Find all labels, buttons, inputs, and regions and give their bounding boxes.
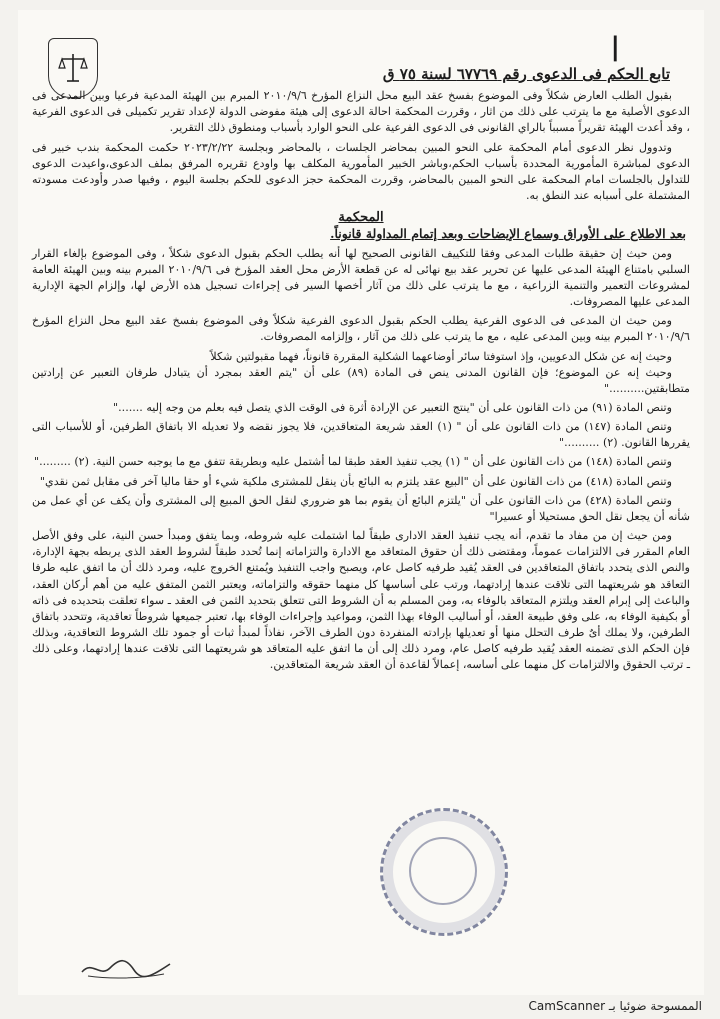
intro-paragraph-1: بقبول الطلب العارض شكلاً وفى الموضوع بفسخ عقد البيع محل النزاع المؤرخ ٢٠١٠/٩/٦ المبرم بين الهيئة المدعية فرعيا وبين المدعى فى الدعوى الأصلية مع ما يترتب على ذلك من اثار ، وقررت المحكمة احالة الدعوى إلى هيئة مفوضى الدولة لإعداد تقرير تكميلى فى الدعوى الفرعية ، وقد أعدت الهيئة تقريراً مسبباً بالراي القانونى فى الدعوى الفرعية على النحو الوارد بأسباب ومنطوق ذلك التقرير.: [32, 89, 690, 135]
reason-paragraph-4: وحيث إنه عن الموضوع؛ فإن القانون المدنى ينص فى المادة (٨٩) على أن "يتم العقد بمجرد أن يتبادل طرفان التعبير عن إرادتين متطابقتين..........": [32, 365, 690, 395]
court-heading: المحكمة: [338, 210, 384, 226]
reason-paragraph-3: وحيث إنه عن شكل الدعويين، وإذ استوفتا سائر أوضاعهما الشكلية المقررة قانوناً، فهما مقبولتين شكلاً: [210, 349, 672, 363]
reason-paragraph-5: وتنص المادة (٩١) من ذات القانون على أن "ينتج التعبير عن الإرادة أثرة فى الوقت الذي يتصل فيه بعلم من وجه إليه .......": [113, 400, 672, 414]
judgment-body: [32, 66, 690, 676]
reason-paragraph-2: ومن حيث ان المدعى فى الدعوى الفرعية يطلب الحكم بقبول الدعوى الفرعية شكلاً وفى الموضوع بفسخ عقد البيع محل النزاع المؤرخ ٢٠١٠/٩/٦ المبرم بينه وبين المدعى عليه ، مع ما يترتب على ذلك من آثار ، وإلزامه المصروفات.: [32, 314, 690, 344]
intro-paragraph-2: وتدوول نظر الدعوى أمام المحكمة على النحو المبين بمحاضر الجلسات ، بالمحاضر وبجلسة ٢٠٢٣/٢/٢٢ حكمت المحكمة بندب خبير فى الدعوى لمباشرة المأمورية المحددة بأسباب الحكم،وباشر الخبير المأمورية المكلف بها واودع تقريره المرفق بملف الدعوى،واعيدت الدعوى للتداول بالجلسات امام المحكمة على النحو المبين بالمحاضر، وقررت المحكمة حجز الدعوى للحكم بجلسة اليوم ، وفيها صدر وأودعت مسودته المشتملة على أسبابه عند النطق به.: [32, 140, 690, 203]
case-title: تابع الحكم فى الدعوى رقم ٦٧٧٦٩ لسنة ٧٥ ق: [382, 65, 670, 83]
deliberation-heading: بعد الاطلاع على الأوراق وسماع الإيضاحات وبعد إتمام المداولة قانوناً.: [330, 226, 686, 242]
reason-paragraph-10: ومن حيث إن من مفاد ما تقدم، أنه يجب تنفيذ العقد الادارى طبقاً لما اشتملت عليه شروطه، وبما يتفق ومبدأ حسن النية، على وفق الأصل العام المقرر فى الالتزامات عموماً، ومقتضى ذلك أن حقوق المتعاقد مع الادارة والتزاماته إنما تُحدد طبقاً لشروط العقد الذى يربطه بجهة الإدارة، والنص الذى يتحدد باتفاق المتعاقدين فى العقد يُقيد طرفيه كاصل عام، ويصبح واجب التنفيذ ويُمتنع الخروج عليه، ومرد ذلك أن ما اتفق عليه طرفا التعاقد هو شريعتهما التى تلاقت عندها إرادتهما، ورتب على أساسها كل منهما حقوقه والتزاماته، ويعتبر الثمن المتفق عليه من أهم أركان العقد، والباعث إلى إبرام العقد ويلتزم المتعاقد بالوفاء به، ومن المسلم به أن الشروط التى تتعلق بتحديد الثمن فى العقد ـ سواء تعلقت بتحديده فى ذاته أو بكيفية الوفاء به، على وفق طبيعة العقد، أو أساليب الوفاء بهذا الثمن، ومواعيد وإجراءات الوفاء بها، تعتبر جميعها شروطاً تعاقدية، وتتحدد باتفاق الطرفين، ولا يملك أىٌ طرف التحلل منها أو تعديلها بإرادته المنفردة دون الطرف الآخر، نفاذاً لمبدأ ثبات أو جمود تلك الشروط التعاقدية، وبذلك فإن الحكم الذى تضمنه العقد يُقيد طرفيه كاصل عام، ومرد ذلك إلى أن ما اتفق عليه المتعاقد هو شريعتهما التى تلاقت عندها إرادتهما، وعلى ذلك ـ ترتب الحقوق والالتزامات كل منهما على أساسه، إعمالاً لقاعدة أن العقد شريعة المتعاقدين.: [32, 529, 690, 672]
scanner-footer: الممسوحة ضوئيا بـ CamScanner: [528, 999, 702, 1013]
reason-paragraph-1: ومن حيث إن حقيقة طلبات المدعى وفقا للتكييف القانونى الصحيح لها أنه يطلب الحكم بقبول الدعوى شكلاً ، وفى الموضوع بإلغاء القرار السلبي بامتناع الهيئة المدعى عليها عن تحرير عقد بيع نهائى له عن قطعة الأرض محل العقد المؤرخ فى ٢٠١٠/٩/٦ المبرم بينه وبين الهيئة العامة لمشروعات التعمير والتنمية الزراعية ، مع ما يترتب على ذلك من آثار أخصها السير فى إجراءات تسجيل هذه الأرض لها، وإلزام الجهة الإدارية المدعى عليها المصروفات.: [32, 246, 690, 309]
corner-mark: |: [610, 32, 620, 62]
reason-paragraph-9: وتنص المادة (٤٢٨) من ذات القانون على أن "يلتزم البائع أن يقوم بما هو ضروري لنقل الحق المبيع إلى المشترى وأن يكف عن أي عمل من شأنه أن يجعل نقل الحق مستحيلا أو عسيرا": [32, 493, 690, 523]
reason-paragraph-7: وتنص المادة (١٤٨) من ذات القانون على أن " (١) يجب تنفيذ العقد طبقا لما أشتمل عليه وبطريقة تتفق مع ما يوجبه حسن النية. (٢) .........": [33, 455, 672, 469]
signature-icon: [78, 952, 174, 982]
reason-paragraph-6: وتنص المادة (١٤٧) من ذات القانون على أن " (١) العقد شريعة المتعاقدين، فلا يجوز نقضه ولا تعديله الا باتفاق الطرفين، أو للأسباب التى يقررها القانون. (٢) ..........": [32, 420, 690, 450]
reason-paragraph-8: وتنص المادة (٤١٨) من ذات القانون على أن "البيع عقد يلتزم به البائع بأن ينقل للمشترى ملكية شيء أو حقا ماليا آخر فى مقابل ثمن نقدي": [39, 474, 672, 488]
